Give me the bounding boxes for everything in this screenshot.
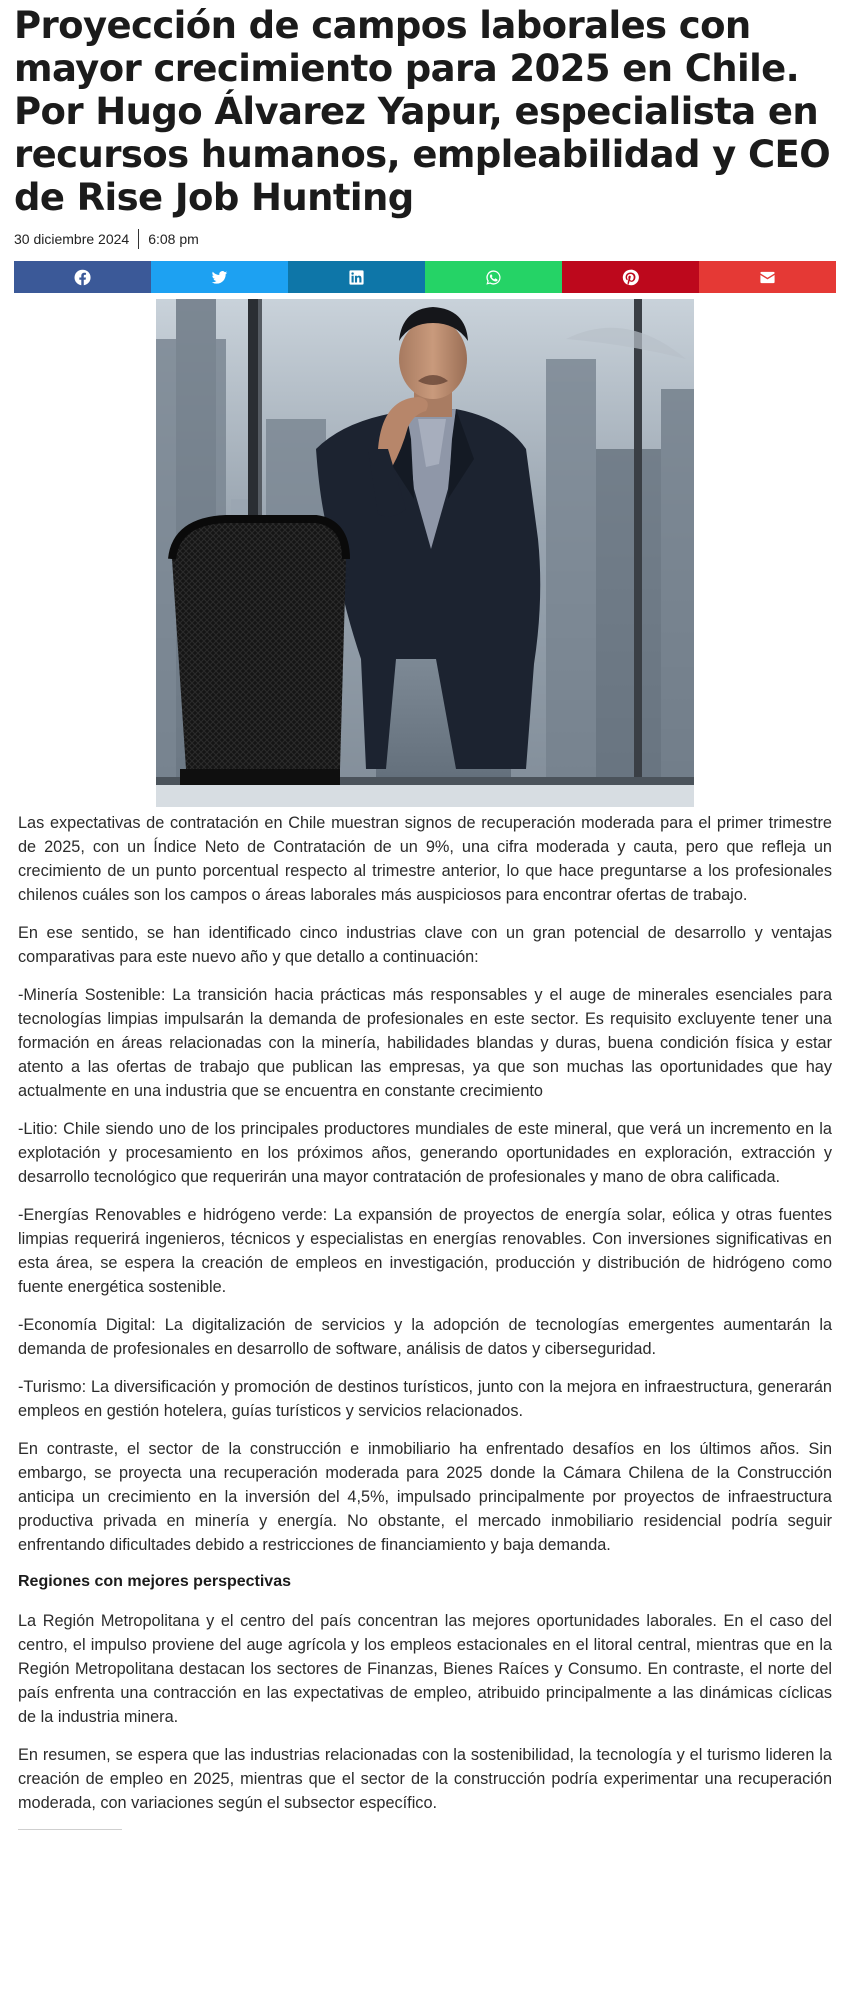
paragraph-construccion: En contraste, el sector de la construcción e inmobiliario ha enfrentado desafíos en los últimos años. Sin embargo, se proyecta una recuperación moderada para 2025 donde la Cámara Chilena de la Construcción anticipa un crecimiento en la inversión del 4,5%, impulsado principalmente por proyectos de infraestructura productiva privada en minería y energía. No obstante, el mercado inmobiliario residencial podría seguir enfrentando dificultades debido a restricciones de financiamiento y baja demanda. (18, 1440, 832, 1554)
article-meta (14, 229, 836, 249)
share-linkedin-button[interactable] (288, 261, 425, 293)
paragraph-industries-intro: En ese sentido, se han identificado cinco industrias clave con un gran potencial de desarrollo y ventajas comparativas para este nuevo año y que detallo a continuación: (18, 924, 832, 966)
envelope-icon (759, 269, 776, 286)
paragraph-regiones: La Región Metropolitana y el centro del país concentran las mejores oportunidades laborales. En el caso del centro, el impulso proviene del auge agrícola y los empleos estacionales en el litoral central, mientras que en la Región Metropolitana destacan los sectores de Finanzas, Bienes Raíces y Consumo. En contraste, el norte del país enfrenta una contracción en las expectativas de empleo, atribuido principalmente a las dinámicas cíclicas de la industria minera. (18, 1612, 832, 1726)
meta-divider (138, 229, 139, 249)
publish-time: 6:08 pm (148, 231, 199, 247)
linkedin-icon (348, 269, 365, 286)
pinterest-icon (622, 269, 639, 286)
share-bar (14, 261, 836, 293)
article-body (14, 811, 836, 1815)
publish-date: 30 diciembre 2024 (14, 231, 130, 247)
paragraph-energias: -Energías Renovables e hidrógeno verde: La expansión de proyectos de energía solar, eólica y otras fuentes limpias requerirá ingenieros, técnicos y especialistas en energías renovables. Con inversiones significativas en esta área, se espera la creación de empleos en investigación, producción y distribución de hidrógeno como fuente energética sostenible. (18, 1206, 832, 1296)
paragraph-economia-digital: -Economía Digital: La digitalización de servicios y la adopción de tecnologías emergentes aumentarán la demanda de profesionales en desarrollo de software, análisis de datos y ciberseguridad. (18, 1316, 832, 1358)
share-facebook-button[interactable] (14, 261, 151, 293)
paragraph-litio: -Litio: Chile siendo uno de los principales productores mundiales de este mineral, que verá un incremento en la explotación y procesamiento en los próximos años, generando oportunidades en exploración, extracción y desarrollo tecnológico que requerirán una mayor contratación de profesionales y mano de obra calificada. (18, 1120, 832, 1186)
paragraph-resumen: En resumen, se espera que las industrias relacionadas con la sostenibilidad, la tecnología y el turismo lideren la creación de empleo en 2025, mientras que el sector de la construcción podría experimentar una recuperación moderada, con variaciones según el subsector específico. (18, 1746, 832, 1812)
paragraph-mineria: -Minería Sostenible: La transición hacia prácticas más responsables y el auge de minerales esenciales para tecnologías limpias impulsarán la demanda de profesionales en este sector. Es requisito excluyente tener una formación en áreas relacionadas con la minería, habilidades blandas y duras, buena condición física y estar atento a las ofertas de trabajo que publican las empresas, ya que son muchas las oportunidades que hay actualmente en una industria que se encuentra en constante crecimiento (18, 986, 832, 1100)
hero-photo (156, 299, 694, 807)
twitter-bird-icon (211, 269, 228, 286)
portrait-photo (156, 299, 694, 807)
article-title: Proyección de campos laborales con mayor crecimiento para 2025 en Chile. Por Hugo Álvarez Yapur, especialista en recursos humanos, empleabilidad y CEO de Rise Job Hunting (14, 4, 831, 219)
whatsapp-icon (485, 269, 502, 286)
footer-divider (18, 1829, 122, 1830)
share-pinterest-button[interactable] (562, 261, 699, 293)
facebook-icon (74, 269, 91, 286)
section-heading-regiones: Regiones con mejores perspectivas (18, 1573, 291, 1590)
paragraph-intro: Las expectativas de contratación en Chile muestran signos de recuperación moderada para el primer trimestre de 2025, con un Índice Neto de Contratación de un 9%, una cifra moderada y cauta, pero que refleja un crecimiento de un punto porcentual respecto al trimestre anterior, lo que hace preguntarse a los profesionales chilenos cuáles son los campos o áreas laborales más auspiciosos para encontrar ofertas de trabajo. (18, 814, 832, 904)
share-whatsapp-button[interactable] (425, 261, 562, 293)
share-twitter-button[interactable] (151, 261, 288, 293)
share-email-button[interactable] (699, 261, 836, 293)
paragraph-turismo: -Turismo: La diversificación y promoción de destinos turísticos, junto con la mejora en infraestructura, generarán empleos en gestión hotelera, guías turísticos y servicios relacionados. (18, 1378, 832, 1420)
